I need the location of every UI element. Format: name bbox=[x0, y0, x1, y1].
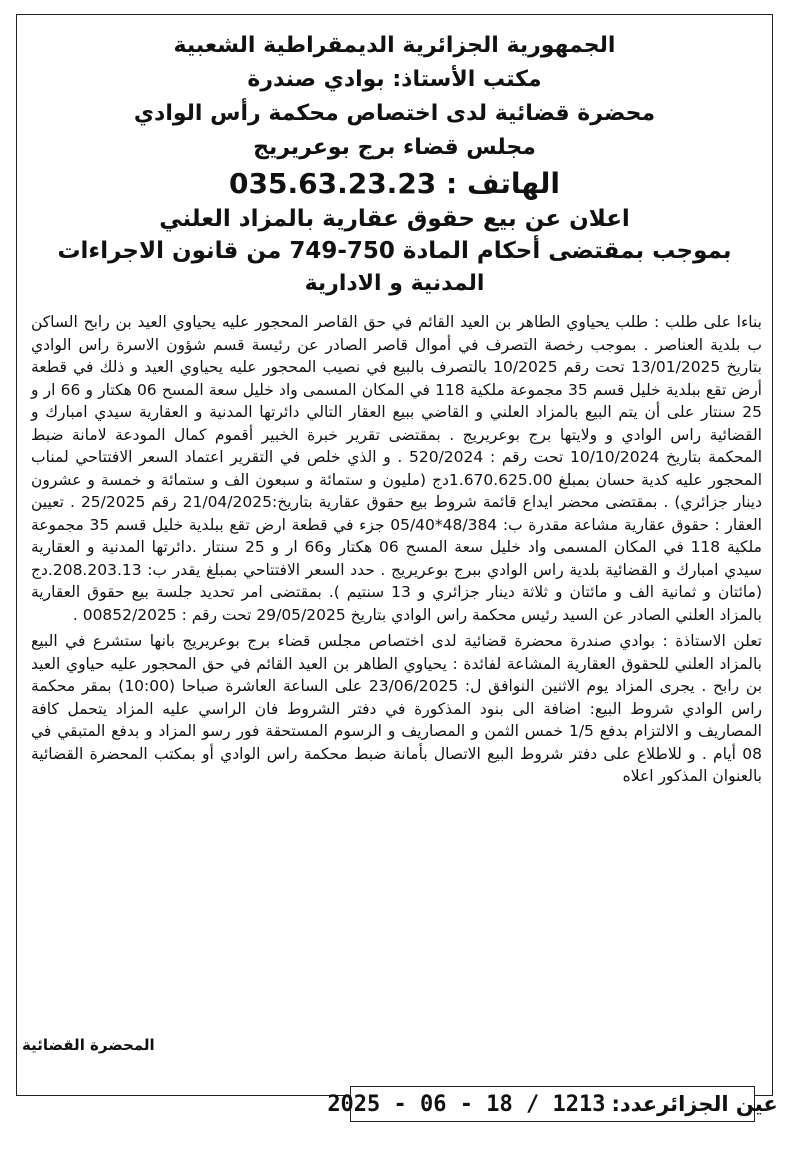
signature: المحضرة القضائية bbox=[22, 1036, 155, 1054]
publication-reference: 2025 - 06 - 18 / 1213 bbox=[327, 1091, 606, 1117]
phone-number: الهاتف : 035.63.23.23 bbox=[229, 167, 560, 200]
court-council: مجلس قضاء برج بوعريريج bbox=[253, 135, 536, 160]
office-name: مكتب الأستاذ: بوادي صندرة bbox=[247, 67, 542, 92]
notice-body bbox=[17, 311, 772, 788]
notice-header bbox=[17, 29, 772, 301]
notice-title: اعلان عن بيع حقوق عقارية بالمزاد العلني bbox=[159, 206, 630, 232]
publication-label: عين الجزائرعدد: bbox=[611, 1092, 778, 1116]
notice-subtitle-2: المدنية و الادارية bbox=[304, 271, 485, 296]
notice-paragraph-1: بناءا على طلب : طلب يحياوي الطاهر بن العيد القائم في حق القاصر المحجور عليه يحياوي العيد بن رابح الساكن ب بلدية العناصر . بموجب رخصة التصرف في أموال قاصر الصادر عن رئيسة قسم شؤون الاسرة راس الوادي بتاريخ 13/01/2025 تحت رقم 10/2025 بالتصرف بالبيع في نصيب المحجور عليه يحياوي العيد و ذلك في قطعة أرض تقع ببلدية خليل قسم 35 مجموعة ملكية 118 في المكان المسمى واد خليل سعة المسح 06 هكتار و 66 ار و 25 سنتار على أن يتم البيع بالمزاد العلني و القاضي ببيع العقار التالي دائرتها المدنية و العقارية سيدي امبارك و القضائية راس الوادي و ولايتها برج بوعريريج . بمقتضى تقرير خبرة الخبير أقموم كمال المودعة لامانة ضبط المحكمة بتاريخ 10/10/2024 تحت رقم : 520/2024 . و الذي خلص في التقرير اعتماد السعر الافتتاحي لمناب المحجور عليه كدية حسان بمبلغ 1.670.625.00دج (مليون و ستمائة و سبعون الف و ستمائة و خمسة و عشرون دينار جزائري) . بمقتضى محضر ايداع قائمة شروط بيع حقوق عقارية بتاريخ:21/04/2025 رقم 25/2025 . تعيين العقار : حقوق عقارية مشاعة مقدرة ب: 48/384*05/40 جزء في قطعة ارض تقع ببلدية خليل قسم 35 مجموعة ملكية 118 في المكان المسمى واد خليل سعة المسح 06 هكتار و66 ار و 25 سنتار .دائرتها المدنية و العقارية سيدي امبارك و القضائية بلدية راس الوادي ببرج بوعريريج . حدد السعر الافتتاحي بمبلغ يقدر ب: 208.203.13.دج (مائتان و ثمانية الف و مائتان و ثلاثة دينار جزائري و 13 سنتيم ). بمقتضى امر تحديد جلسة بيع حقوق العقارية بالمزاد العلني الصادر عن السيد رئيس محكمة راس الوادي بتاريخ 29/05/2025 تحت رقم : 00852/2025 . bbox=[31, 313, 763, 624]
publication-reference-box bbox=[327, 1086, 778, 1122]
bailiff-jurisdiction: محضرة قضائية لدى اختصاص محكمة رأس الوادي bbox=[133, 101, 656, 126]
republic-heading: الجمهورية الجزائرية الديمقراطية الشعبية bbox=[173, 33, 616, 58]
legal-notice bbox=[16, 14, 773, 1096]
notice-paragraph-2: تعلن الاستاذة : بوادي صندرة محضرة قضائية لدى اختصاص مجلس قضاء برج بوعريريج بانها ستشرع في البيع بالمزاد العلني للحقوق العقارية المشاعة لفائدة : يحياوي الطاهر بن العيد القائم في حق المحجور عليه حياوي العيد بن رابح . يجرى المزاد يوم الاثنين النوافق ل: 23/06/2025 على الساعة العاشرة صباحا (10:00) بمقر محكمة راس الوادي شروط البيع: اضافة الى بنود المذكورة في دفتر الشروط فان الراسي عليه المزاد يتحمل كافة المصاريف و الالتزام بدفع 1/5 خمس الثمن و المصاريف و الرسوم المستحقة فور رسو المزاد و بدفع المتبقي في 08 أيام . و للاطلاع على دفتر شروط البيع الاتصال بأمانة ضبط محكمة راس الوادي أو بمكتب المحضرة القضائية بالعنوان المذكور اعلاه bbox=[31, 632, 763, 785]
notice-subtitle-1: بموجب بمقتضى أحكام المادة 750-749 من قانون الاجراءات bbox=[57, 238, 732, 264]
